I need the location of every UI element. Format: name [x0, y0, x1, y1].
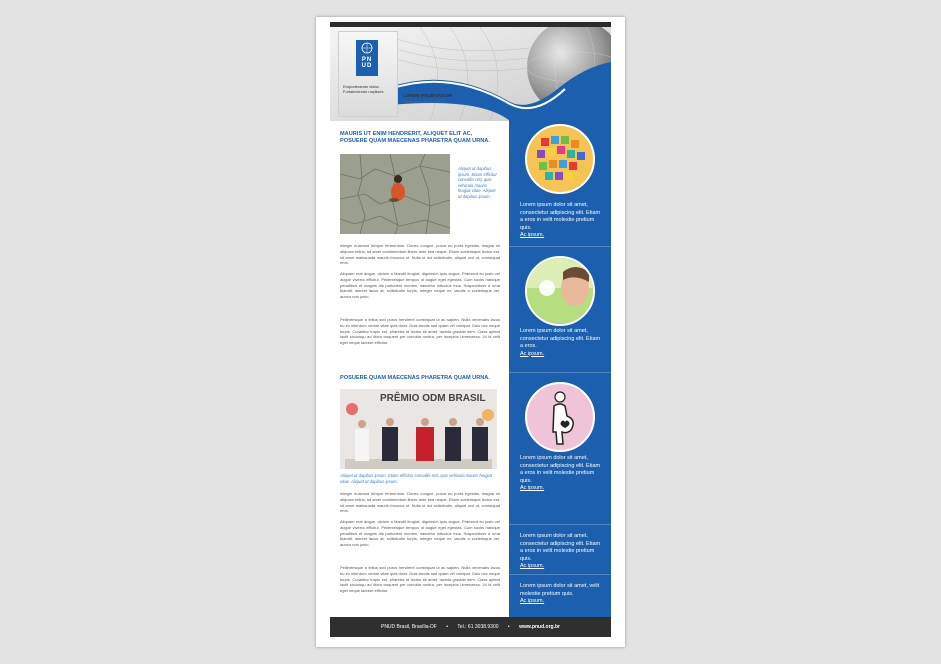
un-emblem-icon — [360, 42, 374, 54]
article2-caption: Aliquet ut dapibus ipsum. Etiam efficitur convallis nisl, quis vehicula mauris feugiat vitae. Aliquet ut dapibus ipsum. — [340, 473, 492, 484]
pnud-logo-mark — [356, 40, 378, 76]
article1-paragraph-3: Pellentesque a tellus sed purus hendrerit consequat ut ac sapien. Nulla venenatis lacus eu ex interdum ornare vitae quis dolor. Duis iaculis sed quam vel volutpat. Duis nec neque turpis. Curabitur turpis est, pharetra id lectus sit amet, lacinia gravida sem. Class aptent taciti sociosqu ad litora torquent per conubia nostra, per inceptos himenaeos. Ut id velit eget neque laoreet efficitur. — [340, 317, 500, 346]
logo-text: PNUD — [361, 57, 373, 69]
sidebar-item-2-link[interactable]: Ac ipsum. — [520, 350, 545, 357]
sidebar-item-1-body: Lorem ipsum dolor sit amet, consectetur adipiscing elit. Etiam a eros in velit molestie pretium quis. — [520, 202, 601, 231]
child-dandelion-photo — [527, 258, 593, 324]
sidebar-item-5[interactable] — [509, 574, 611, 617]
newsletter-page — [316, 17, 625, 647]
header — [330, 27, 611, 121]
sidebar-item-2-body: Lorem ipsum dolor sit amet, consectetur adipiscing elit. Etiam a eros. — [520, 328, 601, 349]
article1-paragraph-1: Integer euismod tempor fermentum. Donec congue, purus eu porta egestas, magna mi aliquam tellus, sit amet condimentum libero ante sed neque. Etiam scelerisque lectus est, sit amet malesuada mauris rhoncus ut. Nulla ut dui sollicitudin, aliquet orci ut, consequat eros. — [340, 243, 500, 266]
sidebar-item-3-text — [520, 455, 602, 493]
sidebar-item-1-link[interactable]: Ac ipsum. — [520, 232, 545, 238]
article2-photo — [340, 389, 497, 469]
article2-heading: POSUERE QUAM MAECENAS PHARETRA QUAM URNA. — [340, 375, 490, 381]
header-tag — [398, 93, 452, 104]
banner-title: PRÊMIO ODM BRASIL — [380, 393, 486, 404]
maternal-health-circle — [525, 382, 595, 452]
sidebar-item-4[interactable] — [509, 524, 611, 575]
article2-paragraph-2: Aliquam erat augue, dictum a blandit feugiat, dignissim quis augue. Praesent eu justo vel augue viverra efficitur. Pellentesque tempus ut augue eget egestas. Cum sociis natoque penatibus et magnis dis parturient montes, nascetur ridiculus mus. Suspendisse a urna blandit, laoreet lacus at, sollicitudin turpis. Integer neque ex, iaculis a scelerisque vel, auctor non justo. — [340, 519, 500, 548]
sidebar-item-1-text — [520, 202, 602, 240]
logo-tagline: Empoderando vidas. Fortaleciendo naçãoes. — [343, 84, 385, 94]
sidebar-item-3-body: Lorem ipsum dolor sit amet, consectetur adipiscing elit. Etiam a eros in velit molestie pretium quis. — [520, 455, 601, 484]
article1-photo — [340, 154, 450, 234]
sidebar-item-2-text — [520, 328, 602, 358]
footer-org: PNUD Brasil, Brasília-DF — [380, 624, 437, 630]
sidebar-item-3-link[interactable]: Ac ipsum. — [520, 485, 545, 491]
pregnant-woman-icon — [527, 384, 593, 450]
sidebar-item-4-link[interactable]: Ac ipsum. — [520, 563, 545, 569]
footer-website-link[interactable]: www.pnud.org.br — [519, 624, 560, 630]
mdg-goals-icon — [527, 126, 593, 192]
article2-paragraph-1: Integer euismod tempor fermentum. Donec congue, purus eu porta egestas, magna mi aliquam tellus, sit amet condimentum libero ante sed neque. Etiam scelerisque lectus est, sit amet malesuada mauris rhoncus ut. Nulla ut dui sollicitudin, aliquet orci ut, consequat eros. — [340, 491, 500, 514]
sidebar-item-1[interactable] — [509, 112, 611, 247]
sidebar-item-5-body: Lorem ipsum dolor sit amet, velit molestie pretium quis. — [520, 583, 600, 597]
pnud-logo[interactable] — [338, 31, 398, 117]
article2-paragraph-3: Pellentesque a tellus sed purus hendrerit consequat ut ac sapien. Nulla venenatis lacus eu ex interdum ornare vitae quis dolor. Duis iaculis sed quam vel volutpat. Duis nec neque turpis. Curabitur turpis est, pharetra id lectus sit amet, lacinia gravida sem. Class aptent taciti sociosqu ad litora torquent per conubia nostra, per inceptos himenaeos. Ut id velit eget neque laoreet efficitur. — [340, 565, 500, 594]
mdg-icons-circle — [525, 124, 595, 194]
sidebar-item-2[interactable] — [509, 246, 611, 373]
footer-separator-2: • — [507, 624, 510, 630]
award-ceremony-photo — [340, 389, 497, 469]
cracked-earth-photo — [340, 154, 450, 234]
header-tag-subtitle: Publicado: 01/01/2013 — [403, 99, 443, 104]
footer-separator-1: • — [446, 624, 448, 630]
article1-paragraph-2: Aliquam erat augue, dictum a blandit feugiat, dignissim quis augue. Praesent eu justo vel augue viverra efficitur. Pellentesque tempus ut augue eget egestas. Cum sociis natoque penatibus et magnis dis parturient montes, nascetur ridiculus mus. Suspendisse a urna blandit, laoreet lacus at, sollicitudin turpis. Integer neque ex, iaculis a scelerisque vel, auctor non justo. — [340, 271, 500, 300]
sidebar-item-3[interactable] — [509, 372, 611, 525]
footer — [330, 617, 611, 637]
article1-heading: MAURIS UT ENIM HENDRERIT, ALIQUET ELIT AC, POSUERE QUAM MAECENAS PHARETRA QUAM URNA. — [340, 131, 490, 144]
child-photo-circle — [525, 256, 595, 326]
sidebar-item-5-link[interactable]: Ac ipsum. — [520, 598, 545, 604]
footer-phone: Tel.: 61 3038.9300 — [457, 624, 499, 630]
sidebar-item-4-body: Lorem ipsum dolor sit amet, consectetur adipiscing elit. Etiam a eros in velit molestie pretium quis. — [520, 533, 601, 562]
sidebar-item-5-text — [520, 583, 602, 606]
article1-caption: Aliquet ut dapibus ipsum. Etiam efficitur convallis nisl, quis vehicula mauris feugiat vitae. Aliquet ut dapibus ipsum. — [458, 166, 497, 199]
sidebar-item-4-text — [520, 533, 602, 571]
header-tag-title: LOREM IPSUM DOLOR — [403, 93, 453, 98]
sidebar — [509, 112, 611, 617]
